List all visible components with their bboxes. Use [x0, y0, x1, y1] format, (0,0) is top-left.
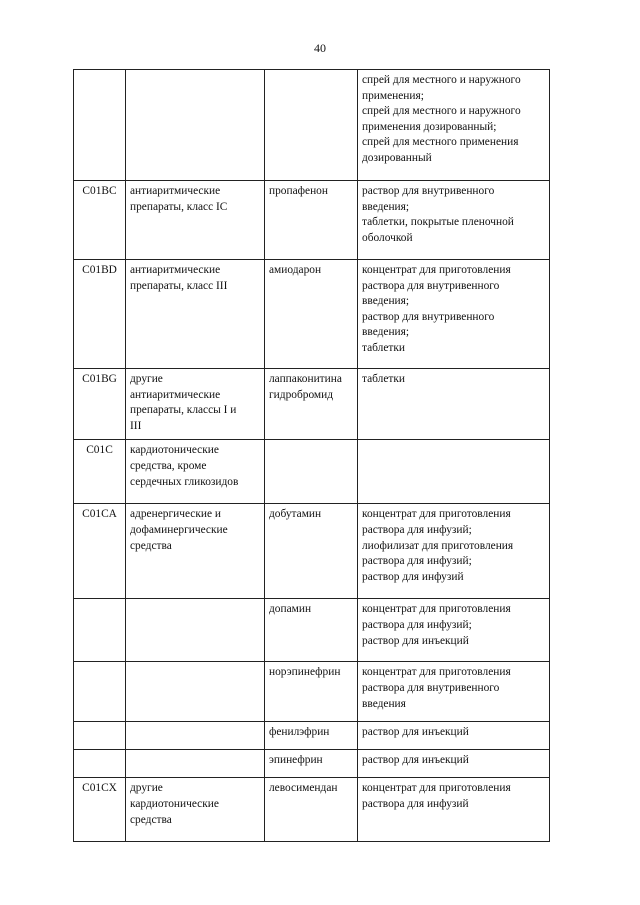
- dosage-forms-cell: раствор для инъекций: [358, 750, 550, 778]
- dosage-forms-cell: [358, 440, 550, 504]
- dosage-forms-cell: таблетки: [358, 369, 550, 440]
- atc-code-cell: C01C: [74, 440, 126, 504]
- dosage-forms-cell: концентрат для приготовления раствора для внутривенного введения: [358, 662, 550, 722]
- page-number: 40: [314, 41, 326, 55]
- atc-code-cell: C01CA: [74, 504, 126, 599]
- atc-code-cell: C01BG: [74, 369, 126, 440]
- atc-code-cell: [74, 662, 126, 722]
- table-row: [74, 599, 550, 662]
- pharmacological-group-cell: [126, 722, 265, 750]
- dosage-forms-cell: концентрат для приготовления раствора для инфузий; лиофилизат для приготовления раствора для инфузий; раствор для инфузий: [358, 504, 550, 599]
- drug-name-cell: [265, 440, 358, 504]
- pharmacological-group-cell: другие кардиотонические средства: [126, 778, 265, 842]
- pharmacological-group-cell: антиаритмические препараты, класс III: [126, 260, 265, 369]
- pharmacological-group-cell: [126, 70, 265, 181]
- table-row: [74, 260, 550, 369]
- table-row: [74, 440, 550, 504]
- dosage-forms-cell: раствор для внутривенного введения; таблетки, покрытые пленочной оболочкой: [358, 181, 550, 260]
- drug-name-cell: амиодарон: [265, 260, 358, 369]
- atc-code-cell: C01CX: [74, 778, 126, 842]
- table-row: [74, 70, 550, 181]
- atc-code-cell: [74, 750, 126, 778]
- drug-name-cell: пропафенон: [265, 181, 358, 260]
- pharmacological-group-cell: кардиотонические средства, кроме сердечных гликозидов: [126, 440, 265, 504]
- atc-code-cell: [74, 599, 126, 662]
- drug-classification-table: [73, 69, 550, 842]
- table-row: [74, 181, 550, 260]
- table-row: [74, 662, 550, 722]
- table-row: [74, 778, 550, 842]
- pharmacological-group-cell: [126, 599, 265, 662]
- dosage-forms-cell: концентрат для приготовления раствора для инфузий: [358, 778, 550, 842]
- drug-name-cell: фенилэфрин: [265, 722, 358, 750]
- pharmacological-group-cell: другие антиаритмические препараты, классы I и III: [126, 369, 265, 440]
- drug-name-cell: норэпинефрин: [265, 662, 358, 722]
- table-row: [74, 750, 550, 778]
- pharmacological-group-cell: антиаритмические препараты, класс IC: [126, 181, 265, 260]
- dosage-forms-cell: раствор для инъекций: [358, 722, 550, 750]
- atc-code-cell: C01BD: [74, 260, 126, 369]
- pharmacological-group-cell: адренергические и дофаминергические средства: [126, 504, 265, 599]
- drug-name-cell: левосимендан: [265, 778, 358, 842]
- table-row: [74, 722, 550, 750]
- drug-name-cell: [265, 70, 358, 181]
- drug-name-cell: лаппаконитина гидробромид: [265, 369, 358, 440]
- table-row: [74, 369, 550, 440]
- drug-name-cell: добутамин: [265, 504, 358, 599]
- atc-code-cell: C01BC: [74, 181, 126, 260]
- dosage-forms-cell: концентрат для приготовления раствора для внутривенного введения; раствор для внутривенного введения; таблетки: [358, 260, 550, 369]
- dosage-forms-cell: концентрат для приготовления раствора для инфузий; раствор для инъекций: [358, 599, 550, 662]
- drug-name-cell: эпинефрин: [265, 750, 358, 778]
- pharmacological-group-cell: [126, 662, 265, 722]
- dosage-forms-cell: спрей для местного и наружного применения; спрей для местного и наружного применения дозированный; спрей для местного применения дозированный: [358, 70, 550, 181]
- drug-name-cell: допамин: [265, 599, 358, 662]
- pharmacological-group-cell: [126, 750, 265, 778]
- atc-code-cell: [74, 70, 126, 181]
- atc-code-cell: [74, 722, 126, 750]
- table-row: [74, 504, 550, 599]
